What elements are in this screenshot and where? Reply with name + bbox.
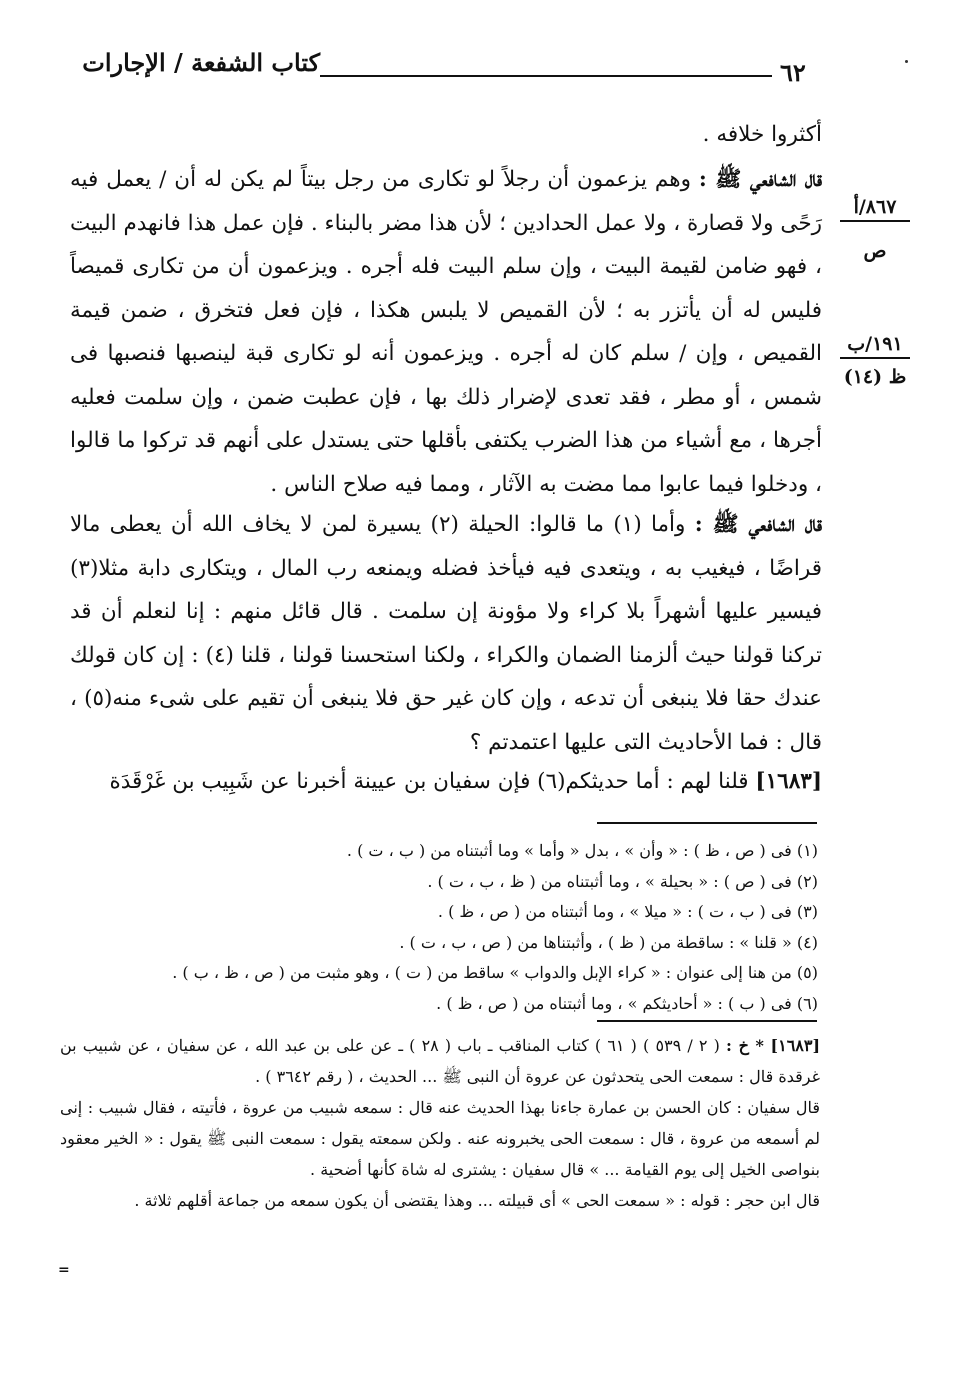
- footnote-rule: [597, 822, 817, 824]
- footnote-6: (٦) فى ( ب ) : « أحاديثكم » ، وما أثبتناه من ( ص ، ظ ) .: [436, 993, 818, 1013]
- footnote-4: (٤) « قلنا » : ساقطة من ( ظ ) ، وأثبتناها من ( ص ، ب ، ت ) .: [399, 932, 818, 952]
- margin-note-ms-folio-1: [840, 196, 910, 222]
- paragraph-3: [70, 503, 822, 764]
- margin-note-ms-siglum-2: ظ (١٤): [843, 366, 907, 388]
- footnote-3: (٣) فى ( ب ، ت ) : « ميلا » ، وما أثبتناه من ( ص ، ظ ) .: [437, 902, 818, 921]
- running-header-title: كتاب الشفعة / الإجارات: [82, 48, 320, 77]
- margin-note-ms-siglum-1: ص: [863, 240, 887, 262]
- hadith-number: [١٦٨٣]: [755, 769, 822, 794]
- annotation-text: ( ٢ / ٥٣٩ ) ( ٦١ ) كتاب المناقب ـ باب ( ٢٨ ) ـ عن على بن عبد الله ، عن سفيان ، عن شبيب بن غرقدة قال : سمعت الحى يتحدثون عن عروة أن النبى ﷺ ... الحديث ، ( رقم ٣٦٤٢ ) .: [60, 1036, 820, 1086]
- margin-note-text: ١٩١/ب: [840, 333, 910, 359]
- annotation-line-2: قال سفيان : كان الحسن بن عمارة جاءنا بهذا الحديث عنه قال : سمعه شبيب من عروة ، فأتيته ، فقال شبيب : إنى لم أسمعه من عروة ، قال : سمعت الحى يخبرونه عنه . ولكن سمعته يقول : سمعت النبى ﷺ يقول : « الخير معقود بنواصى الخيل إلى يوم القيامة ... » قال سفيان : يشترى له شاة كأنها أضحية .: [60, 1098, 820, 1179]
- paragraph-text: وأما (١) ما قالوا: الحيلة (٢) يسيرة لمن لا يخاف الله أن يعطى مالا قراضًا ، فيغيب به ، ويتعدى فيه فيأخذ فضله ويمنعه رب المال ، ويتكارى دابة مثلا(٣) فيسير عليها أشهراً بلا كراء ولا مؤونة إن سلمت . قال قائل منهم : إنا لنعلم أن قد تركنا قولنا حيث ألزمنا الضمان والكراء ، ولكنا استحسنا قولنا ، قلنا (٤) : إن كان قولك عندك حقا فلا ينبغى أن تدعه ، وإن كان غير حق فلا ينبغى أن تقيم على شىء منه(٥) ، قال : فما الأحاديث التى عليها اعتمدتم ؟: [70, 512, 822, 755]
- annotation-line-1: [60, 1030, 820, 1092]
- hadith-annotation: [60, 1030, 820, 1216]
- continuation-mark: =: [58, 1262, 70, 1278]
- margin-note-text: ٨٦٧/أ: [840, 196, 910, 222]
- paragraph-2: [70, 158, 822, 506]
- paragraph-text: قلنا لهم : أما حديثكم(٦) فإن سفيان بن عيينة أخبرنا عن شَبِيب بن غَرْقَدَة: [109, 769, 756, 794]
- speck: [905, 60, 908, 63]
- footnote-2: (٢) فى ( ص ) : « بحيلة » ، وما أثبتناه من ( ظ ، ب ، ت ) .: [427, 871, 818, 891]
- paragraph-1: أكثروا خلافه .: [702, 122, 822, 147]
- paragraph-text: وهم يزعمون أن رجلاً لو تكارى من رجل بيتاً لم يكن له أن / يعمل فيه رَحًى ولا قصارة ، ولا عمل الحدادين ؛ لأن هذا مضر بالبناء . فإن عمل هذا فانهدم البيت ، فهو ضامن لقيمة البيت ، وإن سلم البيت فله أجره . ويزعمون أن من تكارى قميصاً فليس له أن يأتزر به ؛ لأن القميص لا يلبس هكذا ، فإن فعل فتخرق ، ضمن قيمة القميص ، وإن / سلم كان له أجره . ويزعمون أنه لو تكارى قبة لينصبها فنصبها فى شمس ، أو مطر ، فقد تعدى لإضرار ذلك بها ، فإن عطبت ضمن ، وإن سلمت فعليه أجرها ، مع أشياء من هذا الضرب يكتفى بأقلها حتى يستدل على أنهم قد تركوا ما قالوا ، ودخلوا فيما عابوا مما مضت به الآثار ، ومما فيه صلاح الناس .: [70, 167, 822, 497]
- margin-note-ms-folio-2: [840, 333, 910, 359]
- paragraph-4: [70, 760, 822, 804]
- header-rule: [320, 75, 772, 77]
- page-number: ٦٢: [780, 58, 806, 87]
- annotation-line-3: قال ابن حجر : قوله : « سمعت الحى » أى قبيلته ... وهذا يقتضى أن يكون سمعه من جماعة أقلهم ثلاثة .: [134, 1191, 820, 1210]
- speaker-label: قال الشافعي ﷺ :: [694, 512, 823, 537]
- speaker-label: قال الشافعي ﷺ :: [698, 167, 823, 192]
- footnote-1: (١) فى ( ص ، ظ ) : « وأن » ، بدل « وأما » وما أثبتناه من ( ب ، ت ) .: [346, 841, 818, 860]
- footnotes: [110, 836, 818, 1019]
- annotation-lead: [١٦٨٣] * خ :: [726, 1036, 821, 1055]
- annotation-rule: [597, 1020, 817, 1022]
- footnote-5: (٥) من هنا إلى عنوان : « كراء الإبل والدواب » ساقط من ( ت ) ، وهو مثبت من ( ص ، ظ ، ب ) .: [172, 963, 818, 982]
